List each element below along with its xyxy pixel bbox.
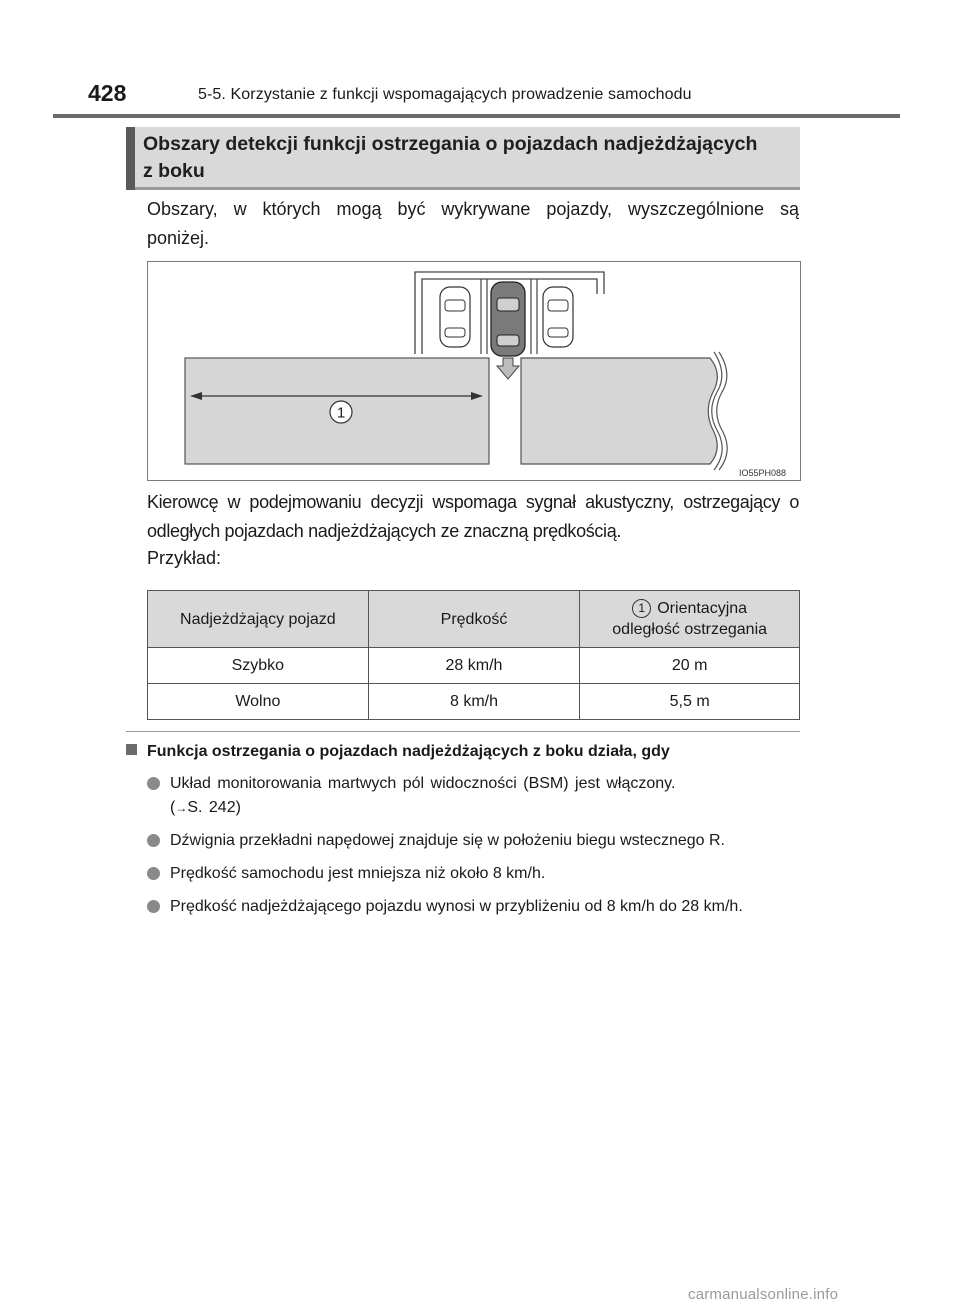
circle-bullet-icon [147, 900, 160, 913]
conditions-heading [126, 743, 806, 761]
table-header-row [148, 591, 800, 648]
section-heading-text [143, 131, 793, 185]
circle-bullet-icon [147, 777, 160, 790]
ref-open-paren: ( [170, 799, 176, 816]
arrow-right-icon: → [175, 801, 188, 815]
cell-distance: 20 m [580, 648, 800, 684]
list-item [147, 862, 799, 886]
page-header [88, 80, 898, 114]
callout-number: 1 [336, 404, 346, 422]
page-reference: S. 242) [187, 799, 241, 816]
cell-speed: 28 km/h [368, 648, 580, 684]
parking-diagram [148, 262, 800, 480]
list-item [147, 895, 799, 919]
heading-accent-bar [126, 127, 135, 190]
circle-bullet-icon [147, 867, 160, 880]
square-bullet-icon [126, 744, 137, 755]
parked-car-right [543, 287, 573, 347]
cell-distance: 5,5 m [580, 684, 800, 720]
table-row [148, 684, 800, 720]
header-distance [580, 591, 800, 648]
header-rule [53, 114, 900, 118]
parked-car-left [440, 287, 470, 347]
own-vehicle [491, 282, 525, 356]
table-row [148, 648, 800, 684]
warning-distance-table [147, 590, 800, 720]
description-paragraph: Kierowcę w podejmowaniu decyzji wspomaga sygnał akustyczny, ostrzegający o odległych pojazdach nadjeżdżających ze znaczną prędkością. [147, 492, 799, 541]
reverse-arrow [497, 358, 519, 379]
cell-speed: 8 km/h [368, 684, 580, 720]
conditions-list [147, 772, 799, 928]
list-item [147, 829, 799, 853]
conditions-heading-text: Funkcja ostrzegania o pojazdach nadjeżdżających z boku działa, gdy [147, 743, 670, 760]
cell-vehicle: Szybko [148, 648, 369, 684]
figure-code: IO55PH088 [739, 468, 787, 478]
watermark: carmanualsonline.info [688, 1286, 839, 1303]
condition-text: Prędkość nadjeżdżającego pojazdu wynosi w przybliżeniu od 8 km/h do 28 km/h. [170, 898, 743, 915]
note-divider [126, 731, 800, 732]
condition-text: Dźwignia przekładni napędowej znajduje się w położeniu biegu wstecznego R. [170, 832, 725, 849]
detection-area-figure [147, 261, 801, 481]
header-vehicle: Nadjeżdżający pojazd [148, 591, 369, 648]
heading-line-1: Obszary detekcji funkcji ostrzegania o pojazdach nadjeżdżających [143, 133, 758, 155]
header-distance-line-1: Orientacyjna [657, 600, 748, 617]
condition-text: Układ monitorowania martwych pól widoczności (BSM) jest włączony. [170, 775, 676, 792]
chapter-title: 5-5. Korzystanie z funkcji wspomagających prowadzenie samochodu [198, 86, 692, 103]
intro-paragraph: Obszary, w których mogą być wykrywane pojazdy, wyszczególnione są poniżej. [147, 199, 799, 248]
header-callout-number: 1 [632, 599, 651, 618]
example-label: Przykład: [147, 548, 222, 568]
condition-text: Prędkość samochodu jest mniejsza niż około 8 km/h. [170, 865, 546, 882]
page-number: 428 [88, 80, 127, 106]
section-heading [126, 127, 800, 190]
list-item [147, 772, 799, 820]
right-detection-zone [521, 358, 717, 464]
header-speed: Prędkość [368, 591, 580, 648]
circle-bullet-icon [147, 834, 160, 847]
header-distance-line-2: odległość ostrzegania [612, 621, 768, 638]
heading-line-2: z boku [143, 160, 205, 182]
cell-vehicle: Wolno [148, 684, 369, 720]
